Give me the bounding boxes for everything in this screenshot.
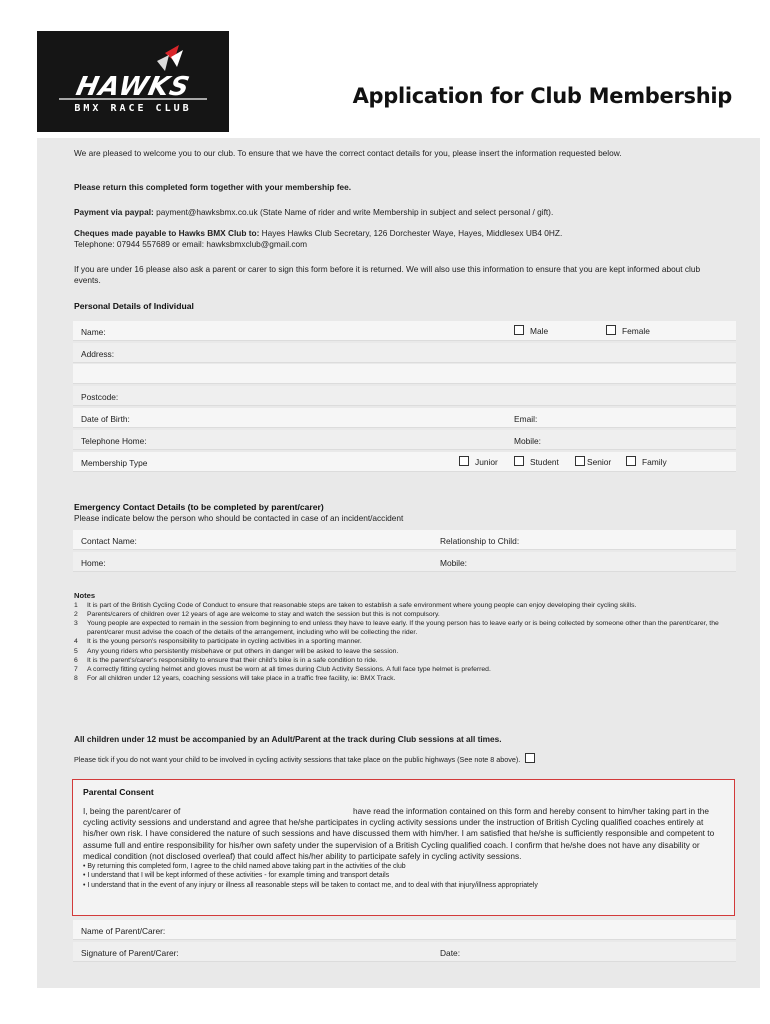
tel-home-label: Telephone Home:	[81, 436, 147, 446]
hawk-logo-icon	[37, 31, 229, 132]
postcode-row[interactable]	[73, 386, 736, 406]
intro-paypal	[74, 207, 714, 218]
female-checkbox[interactable]	[606, 325, 616, 335]
student-label: Student	[530, 457, 559, 467]
family-checkbox[interactable]	[626, 456, 636, 466]
cheques-label: Cheques made payable to Hawks BMX Club to:	[74, 228, 260, 238]
emergency-heading: Emergency Contact Details (to be completed by parent/carer)	[74, 502, 324, 512]
female-label: Female	[622, 326, 650, 336]
form-sheet	[37, 138, 760, 988]
emergency-sub: Please indicate below the person who should be contacted in case of an incident/accident	[74, 513, 404, 523]
junior-checkbox[interactable]	[459, 456, 469, 466]
intro-return-note: Please return this completed form together with your membership fee.	[74, 182, 352, 192]
relationship-label: Relationship to Child:	[440, 536, 520, 546]
page-title: Application for Club Membership	[352, 84, 732, 108]
cheques-text: Hayes Hawks Club Secretary, 126 Dorchester Waye, Hayes, Middlesex UB4 0HZ.	[259, 228, 563, 238]
highways-tick-row[interactable]	[74, 753, 734, 765]
contact-name-label: Contact Name:	[81, 536, 137, 546]
note-item: 4 It is the young person's responsibility to participate in cycling activities in a sporting manner.	[74, 638, 362, 646]
male-label: Male	[530, 326, 549, 336]
student-option[interactable]	[514, 456, 559, 467]
parent-signature-row[interactable]	[73, 942, 736, 962]
email-label: Email:	[514, 414, 538, 424]
note-item: 5 Any young riders who persistently misbehave or put others in danger will be asked to leave the session.	[74, 647, 399, 655]
family-label: Family	[642, 457, 667, 467]
student-checkbox[interactable]	[514, 456, 524, 466]
parent-name-label: Name of Parent/Carer:	[81, 926, 166, 936]
mobile-label: Mobile:	[514, 436, 541, 446]
address-row-2[interactable]	[73, 364, 736, 384]
note-item: 1 It is part of the British Cycling Code of Conduct to ensure that reasonable steps are taken to establish a safe environment where young people can enjoy developing their cycling skills.	[74, 602, 637, 610]
intro-under16: If you are under 16 please also ask a parent or carer to sign this form before it is returned. We will also use this information to ensure that you are kept informed about club events.	[74, 264, 701, 285]
notes-heading: Notes	[74, 591, 96, 600]
note-item: 6 It is the parent's/carer's responsibility to ensure that their child's bike is in a safe condition to ride.	[74, 656, 378, 664]
note-item: 8 For all children under 12 years, coaching sessions will take place in a traffic free facility, ie: BMX Track.	[74, 674, 396, 682]
consent-text	[83, 806, 728, 890]
date-label: Date:	[440, 948, 461, 958]
parent-signature-label: Signature of Parent/Carer:	[81, 948, 179, 958]
membership-type-row[interactable]	[73, 452, 736, 472]
telephone-row[interactable]	[73, 430, 736, 450]
family-option[interactable]	[626, 456, 667, 467]
accompanied-notice: All children under 12 must be accompanied by an Adult/Parent at the track during Club sessions at all times.	[74, 734, 502, 744]
logo-brand: HAWKS	[73, 72, 193, 102]
contact-name-row[interactable]	[73, 530, 736, 550]
consent-heading: Parental Consent	[83, 787, 154, 797]
male-option[interactable]	[514, 325, 548, 336]
name-row[interactable]	[73, 321, 736, 341]
note-item: 3 Young people are expected to remain in the session from beginning to end unless they have to leave early. If the young person has to leave early or is being collected by someone other than the parent/carer, the parent/carer must advise the coach of the details of the arrangement, including who will be collecting the rider.	[74, 620, 719, 637]
highways-tick-label: Please tick if you do not want your child to be involved in cycling activity sessions that take place on the public highways (See note 8 above).	[74, 755, 521, 764]
home-mobile-row[interactable]	[73, 552, 736, 572]
address-row[interactable]	[73, 343, 736, 363]
note-item: 7 A correctly fitting cycling helmet and gloves must be worn at all times during Club Activity Sessions. A full face type helmet is preferred.	[74, 665, 491, 673]
postcode-label: Postcode:	[81, 392, 119, 402]
notes-list	[74, 591, 724, 683]
emergency-mobile-label: Mobile:	[440, 558, 467, 568]
female-option[interactable]	[606, 325, 650, 336]
note-item: 2 Parents/carers of children over 12 years of age are welcome to stay and watch the session but this is not compulsory.	[74, 611, 440, 619]
male-checkbox[interactable]	[514, 325, 524, 335]
parental-consent-box	[72, 779, 735, 916]
consent-bullet: • By returning this completed form, I agree to the child named above taking part in the activities of the club	[83, 863, 406, 871]
home-label: Home:	[81, 558, 106, 568]
name-label: Name:	[81, 327, 106, 337]
dob-row[interactable]	[73, 408, 736, 428]
cheques-contact: Telephone: 07944 557689 or email: hawksbmxclub@gmail.com	[74, 239, 308, 249]
intro-welcome: We are pleased to welcome you to our club. To ensure that we have the correct contact details for you, please insert the information requested below.	[74, 148, 622, 158]
senior-option[interactable]	[575, 456, 611, 467]
club-logo	[37, 31, 229, 132]
membership-type-label: Membership Type	[81, 458, 148, 468]
highways-checkbox[interactable]	[525, 753, 535, 763]
junior-option[interactable]	[459, 456, 498, 467]
personal-heading: Personal Details of Individual	[74, 301, 194, 311]
senior-label: Senior	[587, 457, 612, 467]
consent-bullet: • I understand that I will be kept informed of these activities - for example timing and transport details	[83, 872, 390, 880]
consent-lead: I, being the parent/carer of	[83, 806, 181, 816]
consent-body: have read the information contained on this form and hereby consent to him/her taking part in the cycling activity sessions and understand and agree that he/she participates in cycling activity sessions under the instruction of British Cycling qualified coaches entirely at his/her own risk. I have considered the nature of such sessions and have discussed them with him/her. I am satisfied that he/she is sufficiently responsible and competent to assume full and entire responsibility for his/her own safety under the supervision of a British Cycling qualified coach. I confirm that he/she does not have any disability or medical condition (not disclosed overleaf) that could affect his/her ability to participate safely in cycling activity sessions.	[83, 806, 715, 861]
paypal-text: payment@hawksbmx.co.uk (State Name of rider and write Membership in subject and select personal / gift).	[153, 207, 554, 217]
address-label: Address:	[81, 349, 115, 359]
consent-bullet: • I understand that in the event of any injury or illness all reasonable steps will be taken to contact me, and to deal with that injury/illness appropriately	[83, 881, 538, 889]
parent-name-row[interactable]	[73, 920, 736, 940]
intro-cheques	[74, 228, 714, 250]
dob-label: Date of Birth:	[81, 414, 130, 424]
senior-checkbox[interactable]	[575, 456, 585, 466]
logo-subtitle: BMX RACE CLUB	[74, 103, 192, 114]
junior-label: Junior	[475, 457, 498, 467]
paypal-label: Payment via paypal:	[74, 207, 154, 217]
